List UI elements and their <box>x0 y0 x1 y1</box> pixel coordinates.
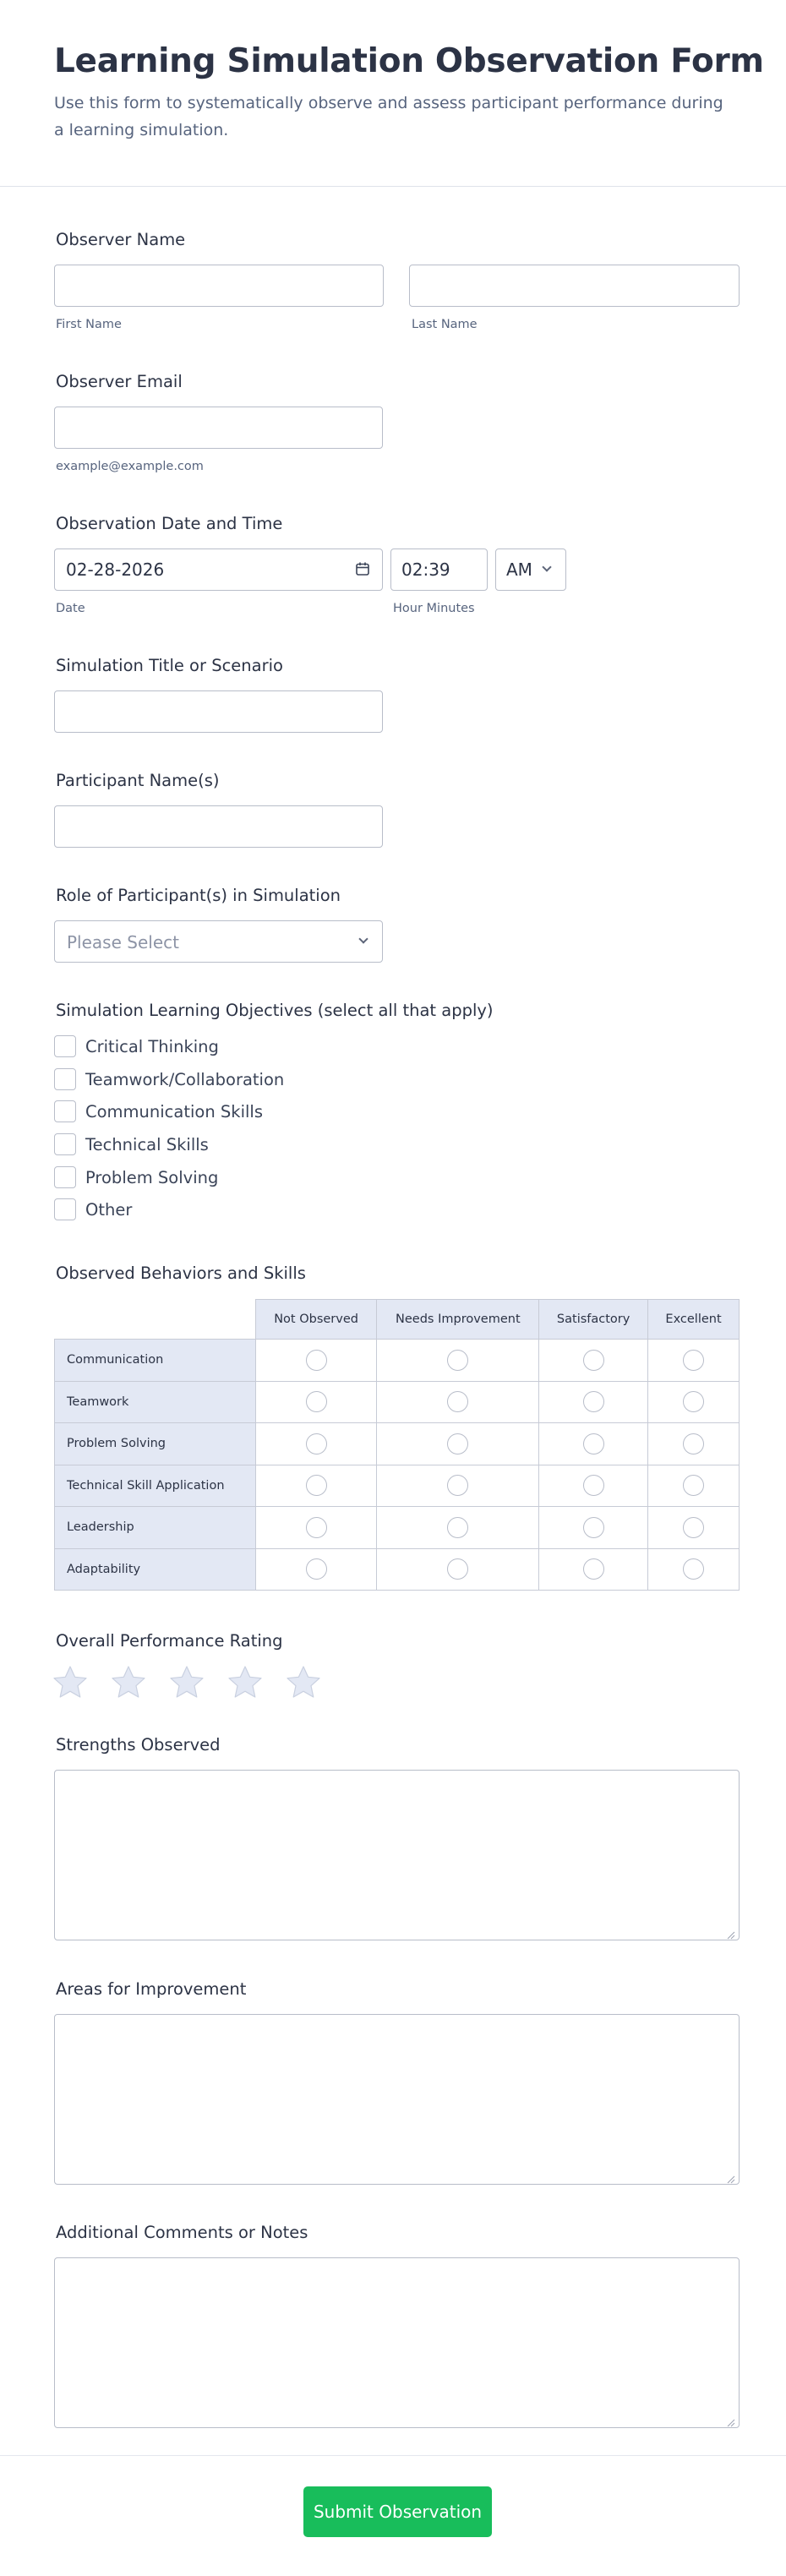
matrix-radio[interactable] <box>683 1475 704 1496</box>
resize-handle-icon[interactable] <box>727 1931 735 1940</box>
matrix-radio[interactable] <box>683 1350 704 1371</box>
matrix-column-header: Excellent <box>648 1300 740 1340</box>
matrix-radio[interactable] <box>683 1517 704 1538</box>
matrix-radio[interactable] <box>447 1433 468 1454</box>
matrix-radio[interactable] <box>583 1391 604 1412</box>
resize-handle-icon[interactable] <box>727 2175 735 2184</box>
participant-role-label: Role of Participant(s) in Simulation <box>56 886 341 905</box>
checkbox-label: Communication Skills <box>85 1102 263 1122</box>
email-sublabel: example@example.com <box>56 460 204 473</box>
date-sublabel: Date <box>56 602 85 615</box>
matrix-row <box>55 1548 740 1591</box>
matrix-row <box>55 1465 740 1507</box>
checkbox[interactable] <box>54 1068 76 1090</box>
checkbox-label: Problem Solving <box>85 1168 219 1187</box>
matrix-radio[interactable] <box>447 1391 468 1412</box>
observer-name-label: Observer Name <box>56 230 186 249</box>
matrix-row-label: Leadership <box>55 1507 256 1549</box>
footer-divider <box>0 2455 786 2456</box>
last-name-input[interactable] <box>409 265 740 307</box>
star-icon[interactable] <box>169 1665 205 1700</box>
matrix-corner <box>55 1300 256 1340</box>
email-input[interactable] <box>54 407 383 449</box>
star-icon[interactable] <box>52 1665 88 1700</box>
strengths-textarea[interactable] <box>54 1770 740 1940</box>
matrix-row-label: Technical Skill Application <box>55 1465 256 1507</box>
date-input[interactable] <box>54 548 383 591</box>
calendar-icon[interactable] <box>355 561 370 576</box>
matrix-radio[interactable] <box>306 1517 327 1538</box>
checkbox[interactable] <box>54 1198 76 1220</box>
ampm-select[interactable] <box>495 548 566 591</box>
matrix-row-label: Teamwork <box>55 1381 256 1423</box>
additional-comments-textarea[interactable] <box>54 2257 740 2428</box>
checkbox[interactable] <box>54 1166 76 1188</box>
observation-datetime-label: Observation Date and Time <box>56 514 283 533</box>
matrix-radio[interactable] <box>306 1433 327 1454</box>
matrix-row <box>55 1381 740 1423</box>
star-icon[interactable] <box>286 1665 321 1700</box>
improvement-areas-textarea[interactable] <box>54 2014 740 2185</box>
matrix-radio[interactable] <box>683 1558 704 1580</box>
star-icon[interactable] <box>227 1665 263 1700</box>
participant-names-input[interactable] <box>54 805 383 848</box>
checkbox[interactable] <box>54 1035 76 1057</box>
participant-role-select[interactable] <box>54 920 383 963</box>
performance-rating-label: Overall Performance Rating <box>56 1631 283 1651</box>
matrix-radio[interactable] <box>447 1517 468 1538</box>
form-header <box>0 0 786 187</box>
participant-names-label: Participant Name(s) <box>56 771 220 790</box>
observer-email-label: Observer Email <box>56 372 183 391</box>
behaviors-matrix-label: Observed Behaviors and Skills <box>56 1263 306 1283</box>
matrix-row <box>55 1507 740 1549</box>
matrix-radio[interactable] <box>447 1475 468 1496</box>
behaviors-matrix <box>54 1299 740 1591</box>
matrix-radio[interactable] <box>583 1433 604 1454</box>
matrix-row <box>55 1423 740 1465</box>
matrix-column-header: Satisfactory <box>539 1300 648 1340</box>
matrix-radio[interactable] <box>447 1350 468 1371</box>
checkbox-label: Technical Skills <box>85 1135 209 1154</box>
matrix-row-label: Communication <box>55 1340 256 1382</box>
checkbox[interactable] <box>54 1100 76 1122</box>
checkbox-label: Teamwork/Collaboration <box>85 1070 285 1089</box>
learning-objectives-label: Simulation Learning Objectives (select all that apply) <box>56 1001 494 1020</box>
participant-role-placeholder: Please Select <box>67 932 179 952</box>
matrix-radio[interactable] <box>583 1558 604 1580</box>
form-title: Learning Simulation Observation Form <box>54 42 764 80</box>
checkbox-label: Critical Thinking <box>85 1037 219 1056</box>
improvement-areas-label: Areas for Improvement <box>56 1979 247 1999</box>
last-name-sublabel: Last Name <box>412 318 478 331</box>
matrix-column-header: Needs Improvement <box>377 1300 539 1340</box>
matrix-row-label: Adaptability <box>55 1548 256 1591</box>
matrix-radio[interactable] <box>583 1475 604 1496</box>
time-input[interactable] <box>390 548 488 591</box>
time-value: 02:39 <box>401 559 450 580</box>
matrix-radio[interactable] <box>447 1558 468 1580</box>
matrix-radio[interactable] <box>306 1558 327 1580</box>
checkbox-label: Other <box>85 1200 133 1220</box>
matrix-column-header: Not Observed <box>255 1300 377 1340</box>
matrix-radio[interactable] <box>683 1433 704 1454</box>
chevron-down-icon <box>358 934 368 943</box>
ampm-value: AM <box>506 559 532 580</box>
simulation-title-label: Simulation Title or Scenario <box>56 656 283 675</box>
strengths-label: Strengths Observed <box>56 1735 221 1755</box>
matrix-row <box>55 1340 740 1382</box>
matrix-radio[interactable] <box>306 1475 327 1496</box>
date-value: 02-28-2026 <box>66 559 165 580</box>
simulation-title-input[interactable] <box>54 690 383 733</box>
checkbox[interactable] <box>54 1133 76 1155</box>
star-icon[interactable] <box>111 1665 146 1700</box>
matrix-radio[interactable] <box>306 1391 327 1412</box>
matrix-radio[interactable] <box>583 1517 604 1538</box>
matrix-row-label: Problem Solving <box>55 1423 256 1465</box>
matrix-radio[interactable] <box>306 1350 327 1371</box>
matrix-radio[interactable] <box>583 1350 604 1371</box>
resize-handle-icon[interactable] <box>727 2419 735 2427</box>
matrix-radio[interactable] <box>683 1391 704 1412</box>
additional-comments-label: Additional Comments or Notes <box>56 2223 308 2242</box>
chevron-down-icon <box>542 562 551 571</box>
time-sublabel: Hour Minutes <box>393 602 475 615</box>
first-name-sublabel: First Name <box>56 318 122 331</box>
submit-button[interactable]: Submit Observation <box>303 2486 492 2537</box>
first-name-input[interactable] <box>54 265 384 307</box>
form-description: Use this form to systematically observe and assess participant performance during a learning simulation. <box>54 94 723 139</box>
